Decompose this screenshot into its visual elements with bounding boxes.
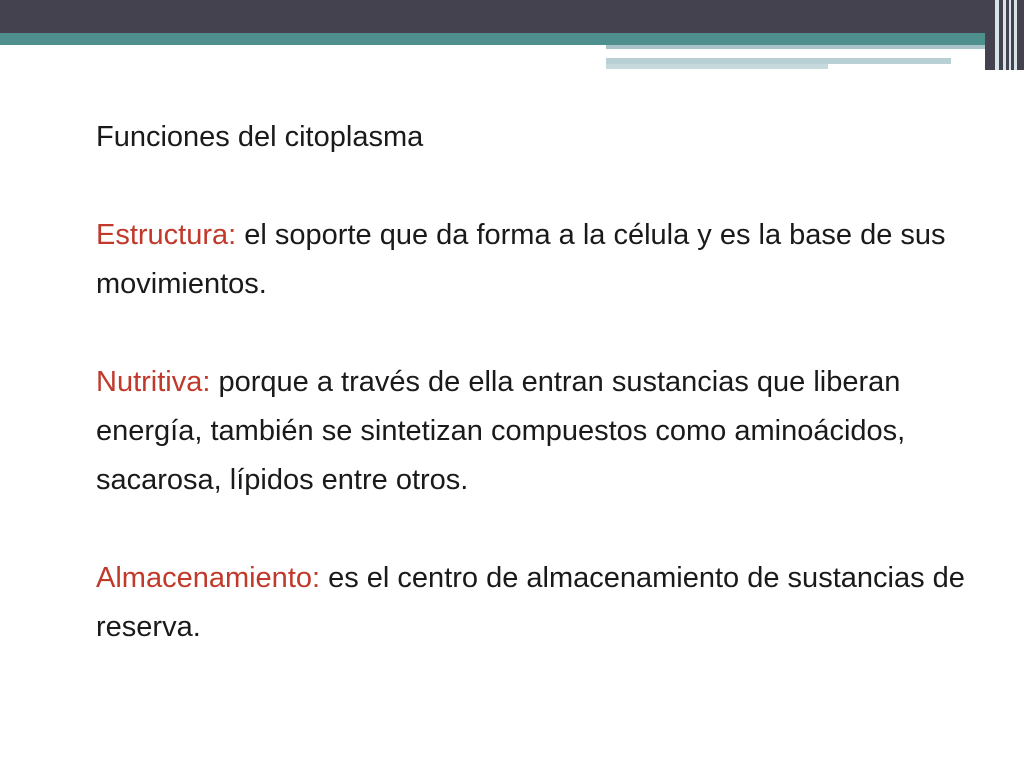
- function-description: porque a través de ella entran sustancias que liberan energía, también se sintetizan compuestos como aminoácidos, sacarosa, lípidos entre otros.: [96, 366, 906, 496]
- function-term: Almacenamiento:: [96, 562, 321, 594]
- function-term: Estructura:: [96, 219, 237, 251]
- header-accent-bar: [0, 33, 985, 45]
- slide-heading: Funciones del citoplasma: [96, 121, 424, 153]
- header-accent-line: [606, 45, 986, 49]
- header-divider: [0, 45, 606, 48]
- function-description: el soporte que da forma a la célula y es la base de sus movimientos.: [96, 219, 946, 300]
- function-term: Nutritiva:: [96, 366, 211, 398]
- slide-body: [96, 113, 976, 652]
- function-item-almacenamiento: [96, 554, 976, 652]
- function-description: es el centro de almacenamiento de sustancias de reserva.: [96, 562, 965, 643]
- function-item-nutritiva: [96, 358, 976, 505]
- header-bar: [0, 0, 1024, 33]
- header-accent-line: [606, 64, 828, 69]
- function-item-estructura: [96, 211, 976, 309]
- header-stripes: [985, 0, 1024, 70]
